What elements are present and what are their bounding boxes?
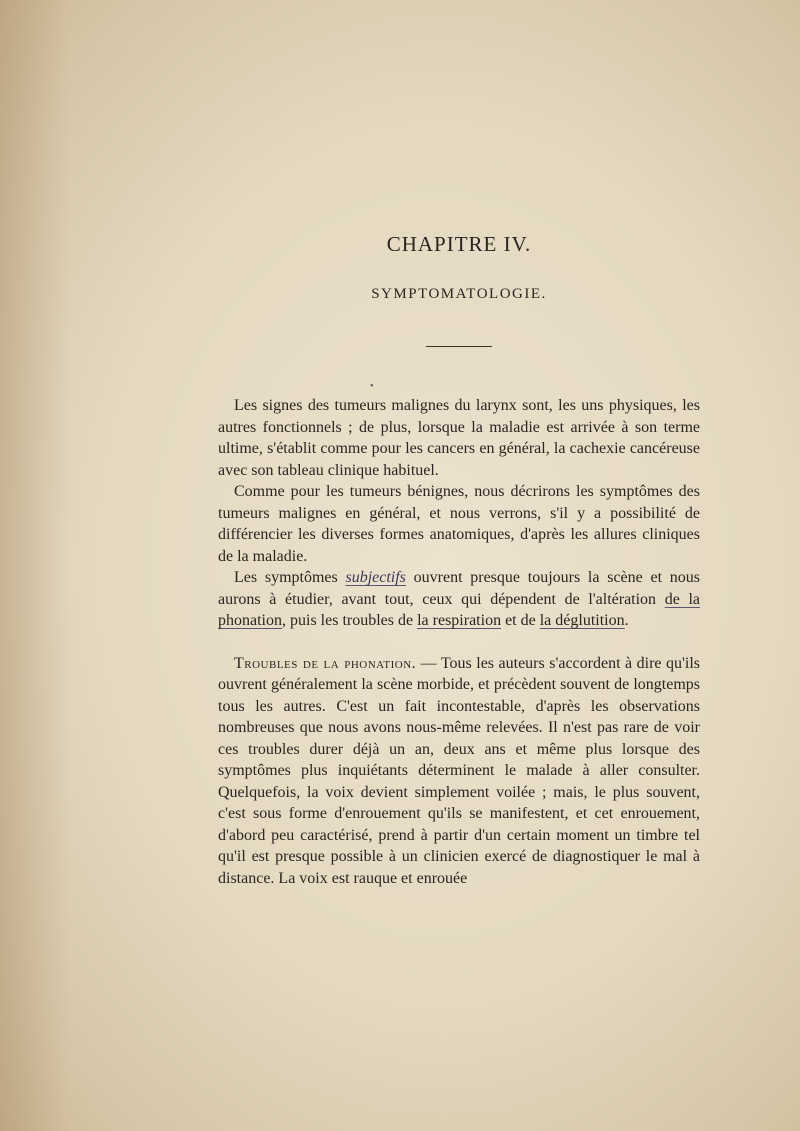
p3-text-a: Les symptômes [234, 569, 346, 586]
paragraph-3 [218, 567, 700, 632]
ink-speck: • [370, 381, 374, 392]
paragraph-4-text: — Tous les auteurs s'accordent à dire qu'ils ouvrent généralement la scène morbide, et précèdent souvent de longtemps tous les autres. C'est un fait incontestable, d'après les observations nombreuses que nous avons nous-même relevées. Il n'est pas rare de voir ces troubles durer déjà un an, deux ans et même plus lorsque des symptômes plus inquiétants déterminent le malade à aller consulter. Quelquefois, la voix devient simplement voilée ; mais, le plus souvent, c'est sous forme d'enrouement qu'ils se manifestent, et cet enrouement, d'abord peu caractérisé, prend à partir d'un certain moment un timbre tel qu'il est presque possible à un clinicien exercé de diagnostiquer le mal à distance. La voix est rauque et enrouée [218, 654, 700, 887]
annotation-subjectifs: subjectifs [345, 569, 406, 586]
subsection-heading: Troubles de la phonation. [234, 654, 417, 672]
annotation-phonation: de la phonation [218, 590, 700, 629]
p3-text-c: , puis les troubles de [282, 612, 418, 629]
paragraph-4 [218, 653, 700, 890]
p3-text-b: ouvrent presque toujours la scène et nous aurons à étudier, avant tout, ceux qui dépendent de l'altération [218, 569, 700, 608]
paragraph-1: Les signes des tumeurs malignes du larynx sont, les uns physiques, les autres fonctionnels ; de plus, lorsque la maladie est arrivée à son terme ultime, s'établit comme pour les cancers en général, la cachexie cancéreuse avec son tableau clinique habituel. [218, 397, 700, 479]
p3-text-d: et de [501, 612, 540, 629]
document-page [218, 230, 700, 889]
annotation-respiration: la respiration [417, 612, 502, 629]
chapter-title: CHAPITRE IV. [386, 232, 532, 256]
p3-text-e: . [624, 612, 629, 629]
body-text [218, 395, 700, 889]
paragraph-gap [218, 632, 700, 653]
title-rule [426, 346, 492, 347]
annotation-deglutition: la déglutition [539, 612, 625, 629]
section-title: SYMPTOMATOLOGIE. [371, 286, 547, 302]
paragraph-2: Comme pour les tumeurs bénignes, nous décrirons les symptômes des tumeurs malignes en général, et nous verrons, s'il y a possibilité de différencier les diverses formes anatomiques, d'après les allures cliniques de la maladie. [218, 483, 700, 565]
page-shadow-edge [0, 0, 70, 1131]
